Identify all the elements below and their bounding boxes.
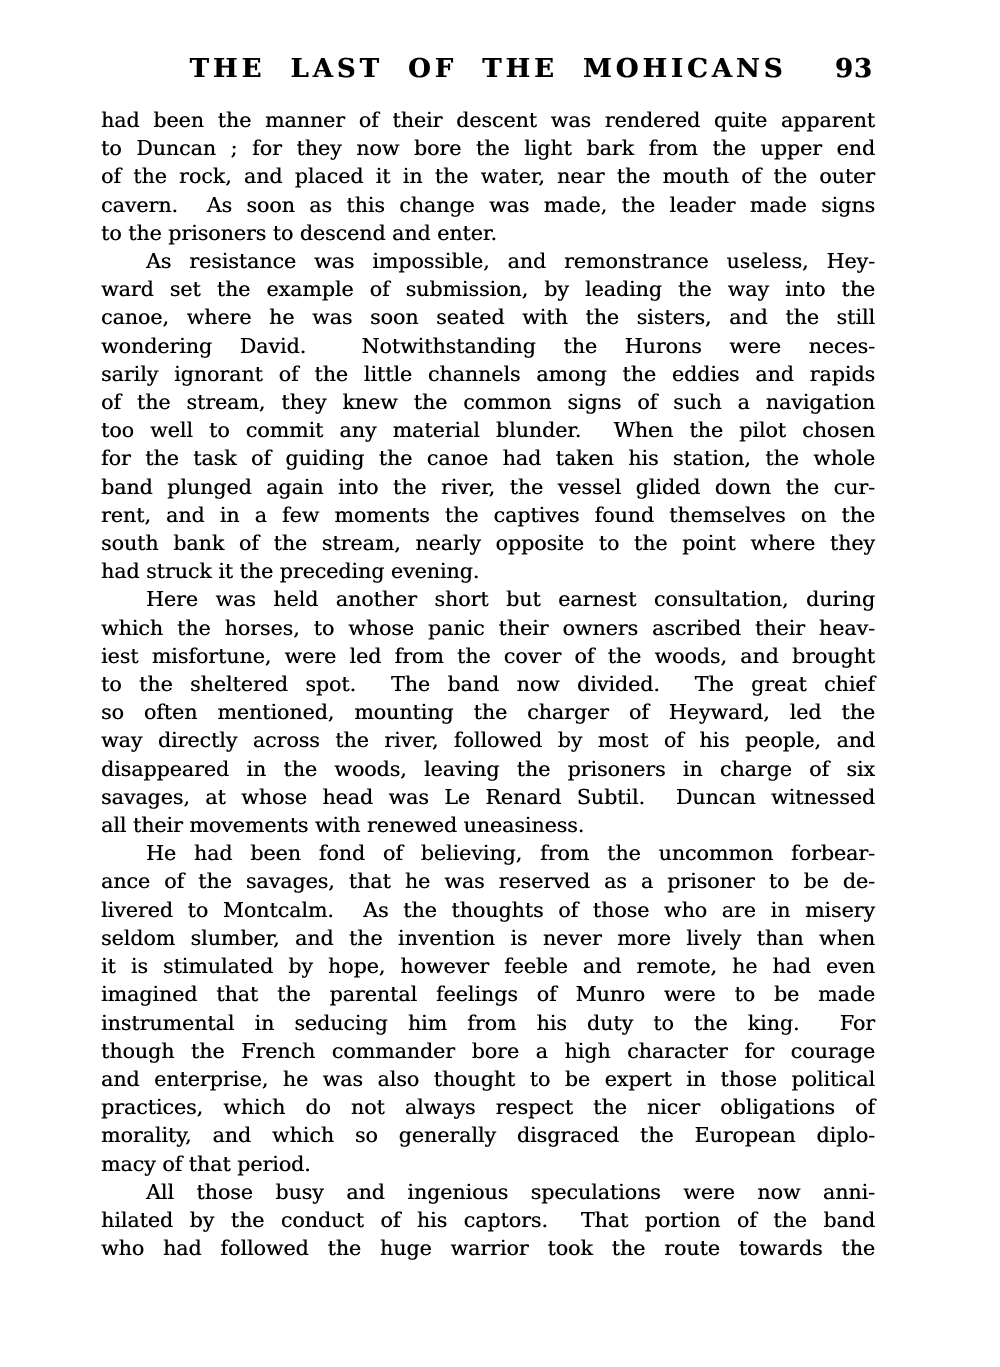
text-line: which the horses, to whose panic their owners ascribed their heav- [101, 615, 875, 640]
text-line: to the sheltered spot. The band now divided. The great chief [101, 672, 875, 697]
text-line: practices, which do not always respect the nicer obligations of [101, 1095, 875, 1120]
text-line: hilated by the conduct of his captors. That portion of the band [101, 1207, 875, 1232]
text-line: all their movements with renewed uneasiness. [101, 813, 585, 838]
text-block [101, 106, 875, 1262]
page-number: 93 [834, 54, 873, 84]
text-line: As resistance was impossible, and remonstrance useless, Hey- [146, 249, 875, 274]
text-line: instrumental in seducing him from his duty to the king. For [101, 1010, 875, 1035]
text-line: way directly across the river, followed by most of his people, and [101, 728, 875, 753]
text-line: though the French commander bore a high character for courage [101, 1038, 875, 1063]
text-line: cavern. As soon as this change was made, the leader made signs [101, 192, 875, 217]
paragraph [101, 585, 875, 839]
text-line: seldom slumber, and the invention is never more lively than when [101, 925, 875, 950]
text-line: to Duncan ; for they now bore the light bark from the upper end [101, 136, 875, 161]
text-line: wondering David. Notwithstanding the Hurons were neces- [101, 333, 875, 358]
text-line: who had followed the huge warrior took the route towards the [101, 1236, 875, 1261]
paragraph [101, 106, 875, 247]
text-line: south bank of the stream, nearly opposite to the point where they [101, 531, 875, 556]
text-line: to the prisoners to descend and enter. [101, 220, 497, 245]
text-line: imagined that the parental feelings of Munro were to be made [101, 982, 875, 1007]
text-line: for the task of guiding the canoe had taken his station, the whole [101, 446, 875, 471]
text-line: macy of that period. [101, 1151, 311, 1176]
text-line: of the stream, they knew the common signs of such a navigation [101, 390, 875, 415]
running-title: THE LAST OF THE MOHICANS [189, 54, 787, 84]
text-line: so often mentioned, mounting the charger of Heyward, led the [101, 700, 875, 725]
text-line: iest misfortune, were led from the cover of the woods, and brought [101, 643, 875, 668]
text-line: All those busy and ingenious speculations were now anni- [146, 1179, 875, 1204]
text-line: it is stimulated by hope, however feeble and remote, he had even [101, 954, 875, 979]
text-line: disappeared in the woods, leaving the prisoners in charge of six [101, 756, 875, 781]
text-line: sarily ignorant of the little channels among the eddies and rapids [101, 361, 875, 386]
text-line: rent, and in a few moments the captives found themselves on the [101, 502, 875, 527]
paragraph [101, 839, 875, 1177]
text-line: He had been fond of believing, from the uncommon forbear- [146, 841, 875, 866]
paragraph [101, 1178, 875, 1263]
text-line: had been the manner of their descent was rendered quite apparent [101, 108, 875, 132]
text-line: savages, at whose head was Le Renard Subtil. Duncan witnessed [101, 784, 875, 809]
paragraph [101, 247, 875, 585]
text-line: of the rock, and placed it in the water, near the mouth of the outer [101, 164, 875, 189]
page-header [101, 54, 875, 88]
text-line: Here was held another short but earnest consultation, during [146, 587, 875, 612]
text-line: livered to Montcalm. As the thoughts of those who are in misery [101, 897, 875, 922]
text-line: morality, and which so generally disgraced the European diplo- [101, 1123, 875, 1148]
text-line: and enterprise, he was also thought to be expert in those political [101, 1066, 875, 1091]
text-line: canoe, where he was soon seated with the sisters, and the still [101, 305, 875, 330]
text-line: had struck it the preceding evening. [101, 559, 480, 584]
text-line: band plunged again into the river, the vessel glided down the cur- [101, 474, 875, 499]
text-line: ward set the example of submission, by leading the way into the [101, 277, 875, 302]
text-line: ance of the savages, that he was reserved as a prisoner to be de- [101, 869, 875, 894]
text-line: too well to commit any material blunder. When the pilot chosen [101, 418, 875, 443]
